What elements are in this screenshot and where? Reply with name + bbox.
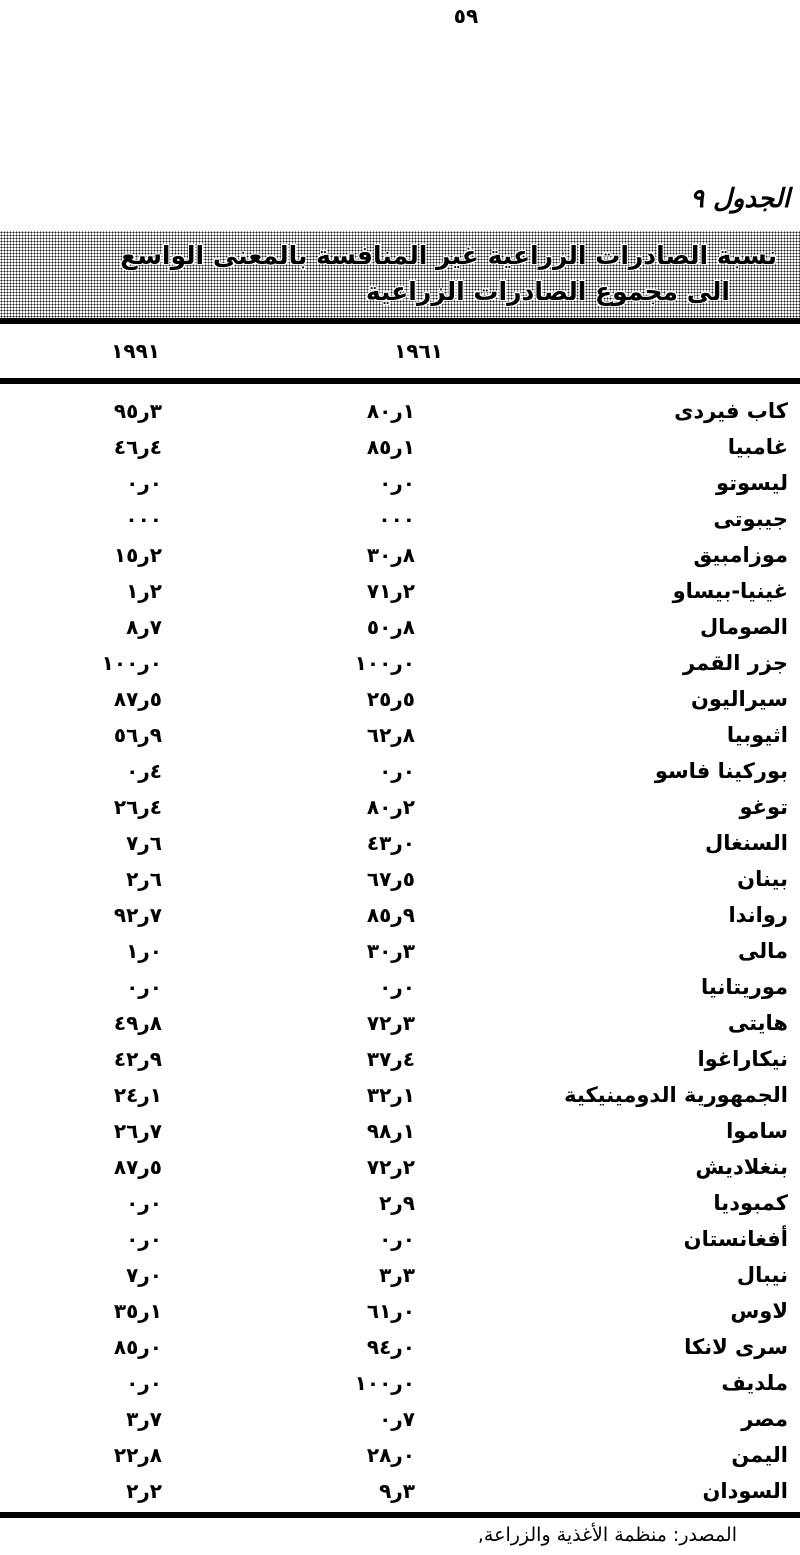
country-name: رواندا: [728, 903, 788, 927]
country-name: توغو: [739, 795, 788, 819]
value-1961: ٠ر٠: [379, 759, 415, 783]
country-name: كاب فيردى: [674, 399, 788, 423]
value-1961: ١٠٠ر٠: [354, 651, 415, 675]
table-row: [0, 1005, 800, 1041]
country-name: بوركينا فاسو: [654, 759, 788, 783]
value-1991: ٧ر٦: [126, 831, 162, 855]
country-name: بينان: [737, 867, 788, 891]
table-row: [0, 897, 800, 933]
table-row: [0, 933, 800, 969]
value-1991: ٧ر٠: [126, 1263, 162, 1287]
table-row: [0, 1149, 800, 1185]
value-1961: ٠ر٠: [379, 975, 415, 999]
country-name: بنغلاديش: [695, 1155, 788, 1179]
country-name: لاوس: [730, 1299, 788, 1323]
value-1991: ٩٢ر٧: [113, 903, 162, 927]
country-name: اثيوبيا: [726, 723, 788, 747]
table-row: [0, 1257, 800, 1293]
country-name: جيبوتى: [713, 507, 788, 531]
country-name: جزر القمر: [683, 651, 788, 675]
value-1991: ٣ر٧: [126, 1407, 162, 1431]
table-row: [0, 969, 800, 1005]
horizontal-rule-top: [0, 318, 800, 324]
country-name: مالى: [737, 939, 788, 963]
value-1991: ٤٩ر٨: [113, 1011, 162, 1035]
value-1991: ٠ر٠: [126, 471, 162, 495]
country-name: ملديف: [721, 1371, 788, 1395]
value-1991: ٢٦ر٤: [113, 795, 162, 819]
table-title-line1: نسبة الصادرات الزراعية غير المنافسة بالمعنى الواسع: [120, 241, 777, 270]
table-row: [0, 1185, 800, 1221]
table-row: [0, 501, 800, 537]
country-name: هايتى: [727, 1011, 788, 1035]
value-1991: ٠٠٠: [125, 507, 162, 531]
value-1991: ٨٧ر٥: [113, 1155, 162, 1179]
value-1991: ٩٥ر٣: [113, 399, 162, 423]
value-1961: ٧٢ر٣: [366, 1011, 415, 1035]
table-row: [0, 717, 800, 753]
value-1961: ٣٠ر٨: [366, 543, 415, 567]
country-name: موزامبيق: [693, 543, 788, 567]
value-1991: ٤٢ر٩: [113, 1047, 162, 1071]
table-title-banner: [0, 231, 800, 318]
value-1991: ١٥ر٢: [113, 543, 162, 567]
value-1991: ١٠٠ر٠: [101, 651, 162, 675]
table-row: [0, 1293, 800, 1329]
value-1991: ٠ر٠: [126, 1227, 162, 1251]
value-1961: ٤٣ر٠: [366, 831, 415, 855]
value-1991: ١ر٠: [126, 939, 162, 963]
source-note: المصدر: منظمة الأغذية والزراعة,: [477, 1524, 737, 1546]
value-1961: ٦٢ر٨: [366, 723, 415, 747]
table-row: [0, 645, 800, 681]
country-name: الصومال: [699, 615, 788, 639]
table-row: [0, 1365, 800, 1401]
table-row: [0, 1221, 800, 1257]
table-row: [0, 1401, 800, 1437]
value-1991: ٢ر٢: [126, 1479, 162, 1503]
value-1961: ٣٧ر٤: [366, 1047, 415, 1071]
value-1991: ٠ر٤: [126, 759, 162, 783]
table-row: [0, 1329, 800, 1365]
value-1961: ٢٨ر٠: [366, 1443, 415, 1467]
country-name: غامبيا: [727, 435, 788, 459]
value-1961: ٠ر٠: [379, 471, 415, 495]
value-1991: ٢٤ر١: [113, 1083, 162, 1107]
table-row: [0, 1077, 800, 1113]
value-1961: ٨٠ر٢: [366, 795, 415, 819]
value-1991: ٢ر٦: [126, 867, 162, 891]
table-row: [0, 465, 800, 501]
value-1961: ٩ر٣: [379, 1479, 415, 1503]
country-name: سيراليون: [690, 687, 788, 711]
value-1961: ٠٠٠: [378, 507, 415, 531]
table-row: [0, 537, 800, 573]
value-1961: ٠ر٠: [379, 1227, 415, 1251]
value-1991: ٨٥ر٠: [113, 1335, 162, 1359]
value-1961: ٣٠ر٣: [366, 939, 415, 963]
value-1991: ٠ر٠: [126, 1371, 162, 1395]
table-row: [0, 681, 800, 717]
horizontal-rule-middle: [0, 378, 800, 384]
table-row: [0, 1041, 800, 1077]
value-1961: ٣٢ر١: [366, 1083, 415, 1107]
country-name: نيبال: [736, 1263, 788, 1287]
table-row: [0, 753, 800, 789]
country-name: ليسوتو: [715, 471, 788, 495]
value-1961: ٧٢ر٢: [366, 1155, 415, 1179]
value-1991: ٣٥ر١: [113, 1299, 162, 1323]
value-1961: ٨٥ر٩: [366, 903, 415, 927]
value-1961: ٢٥ر٥: [366, 687, 415, 711]
value-1961: ٨٠ر١: [366, 399, 415, 423]
value-1991: ٠ر٠: [126, 1191, 162, 1215]
value-1991: ٥٦ر٩: [113, 723, 162, 747]
country-name: موريتانيا: [701, 975, 788, 999]
value-1991: ١ر٢: [126, 579, 162, 603]
country-name: أفغانستان: [683, 1227, 788, 1251]
value-1961: ٩٨ر١: [366, 1119, 415, 1143]
table-row: [0, 1437, 800, 1473]
table-row: [0, 393, 800, 429]
country-name: نيكاراغوا: [697, 1047, 788, 1071]
value-1961: ٥٠ر٨: [366, 615, 415, 639]
table-caption: الجدول ٩: [689, 184, 790, 214]
country-name: غينيا-بيساو: [672, 579, 788, 603]
value-1961: ٩٤ر٠: [366, 1335, 415, 1359]
table-row: [0, 1473, 800, 1509]
table-title-line2: الى مجموع الصادرات الزراعية: [365, 277, 730, 306]
value-1961: ٦١ر٠: [366, 1299, 415, 1323]
country-name: مصر: [741, 1407, 788, 1431]
value-1991: ٠ر٠: [126, 975, 162, 999]
table-row: [0, 861, 800, 897]
table-row: [0, 789, 800, 825]
value-1961: ٢ر٩: [379, 1191, 415, 1215]
column-header-1961: ١٩٦١: [394, 339, 443, 363]
country-name: السودان: [702, 1479, 788, 1503]
table-row: [0, 573, 800, 609]
table-row: [0, 1113, 800, 1149]
country-name: ساموا: [726, 1119, 788, 1143]
value-1961: ٨٥ر١: [366, 435, 415, 459]
value-1991: ٨ر٧: [126, 615, 162, 639]
value-1991: ٤٦ر٤: [113, 435, 162, 459]
table-row: [0, 429, 800, 465]
value-1961: ٧١ر٢: [366, 579, 415, 603]
value-1961: ١٠٠ر٠: [354, 1371, 415, 1395]
country-name: كمبوديا: [713, 1191, 788, 1215]
country-name: سرى لانكا: [684, 1335, 788, 1359]
country-name: السنغال: [705, 831, 788, 855]
table-body: [0, 393, 800, 1509]
value-1961: ٦٧ر٥: [366, 867, 415, 891]
country-name: اليمن: [731, 1443, 788, 1467]
value-1991: ٨٧ر٥: [113, 687, 162, 711]
page-number: ٥٩: [453, 4, 479, 28]
value-1961: ٠ر٧: [379, 1407, 415, 1431]
value-1991: ٢٢ر٨: [113, 1443, 162, 1467]
horizontal-rule-bottom: [0, 1512, 800, 1518]
value-1961: ٣ر٣: [379, 1263, 415, 1287]
table-row: [0, 825, 800, 861]
country-name: الجمهورية الدومينيكية: [564, 1083, 788, 1107]
value-1991: ٢٦ر٧: [113, 1119, 162, 1143]
table-row: [0, 609, 800, 645]
column-header-1991: ١٩٩١: [111, 339, 160, 363]
